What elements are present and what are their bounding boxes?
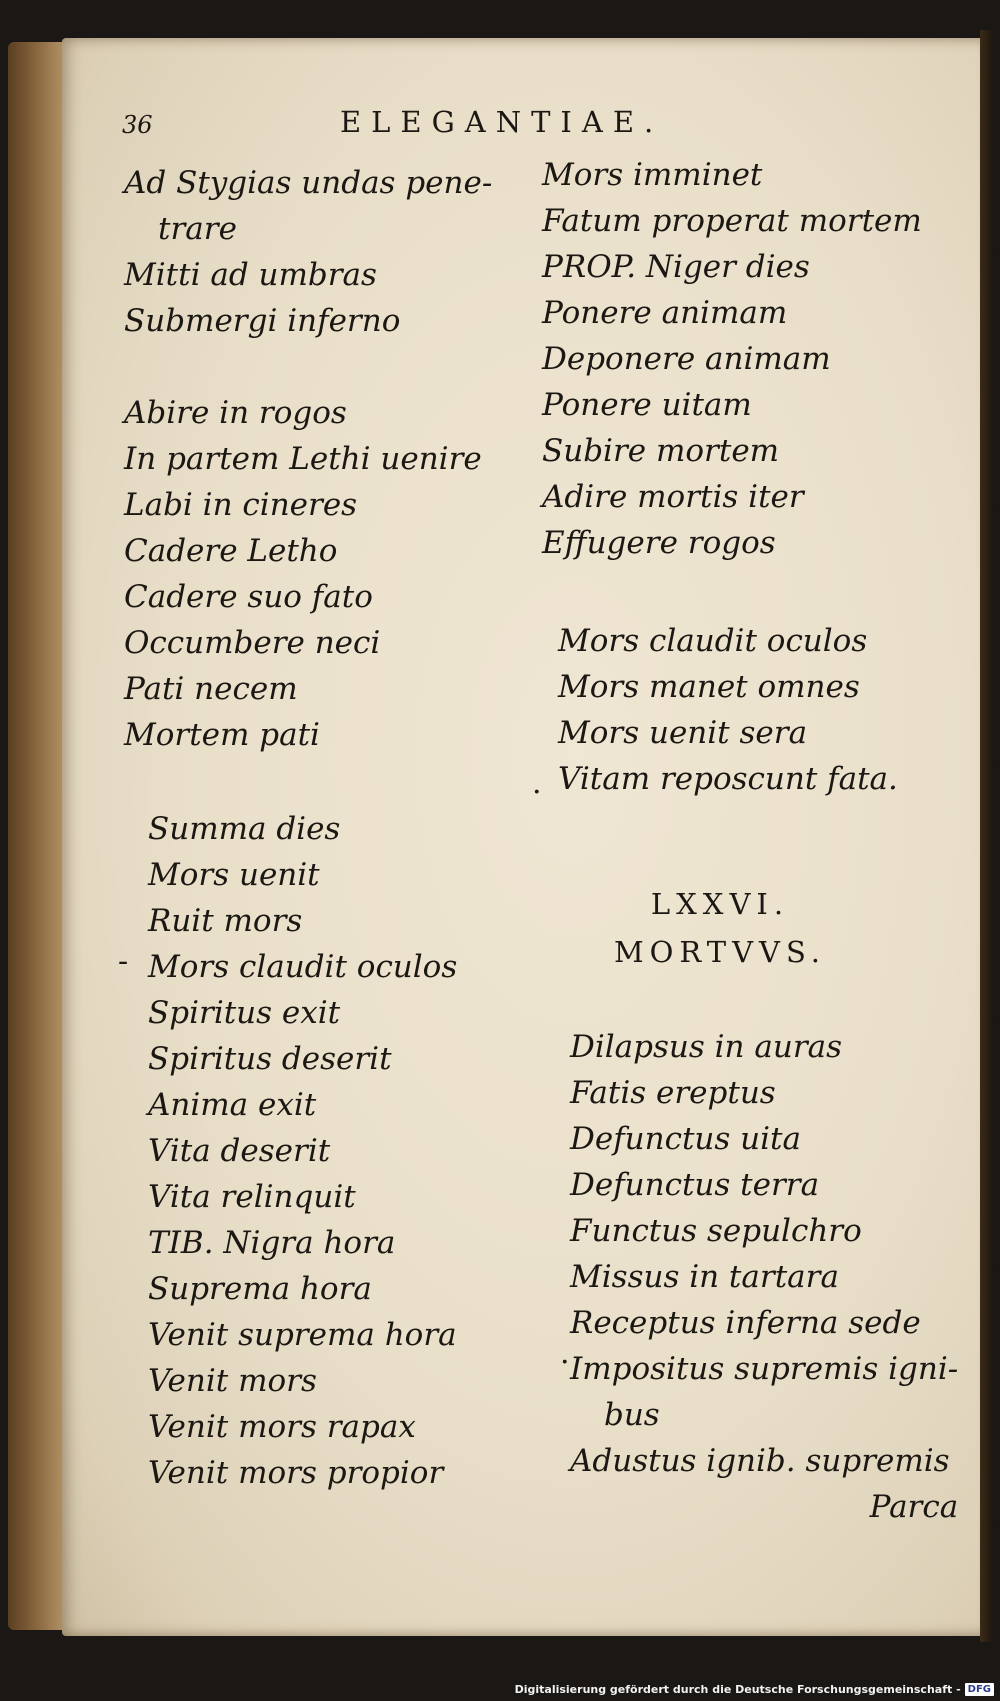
left-column-top xyxy=(124,160,492,758)
section-number: LXXVI. xyxy=(650,887,790,921)
text-line: Vita relinquit xyxy=(148,1179,356,1215)
text-line: Dilapsus in auras xyxy=(570,1029,843,1065)
text-line: Adire mortis iter xyxy=(542,479,804,515)
running-header: ELEGANTIAE. xyxy=(340,105,664,139)
margin-dash-mark: - xyxy=(118,944,129,979)
text-line: Labi in cineres xyxy=(124,487,358,523)
text-line: Mors uenit sera xyxy=(558,715,808,751)
text-line: Spiritus deserit xyxy=(148,1041,392,1077)
text-line: PROP. Niger dies xyxy=(542,249,810,285)
right-column-middle xyxy=(558,618,898,802)
blank-line xyxy=(124,344,492,390)
footer-credit: Digitalisierung gefördert durch die Deutsche Forschungsgemeinschaft - xyxy=(514,1682,961,1696)
text-line: Defunctus uita xyxy=(570,1121,801,1157)
text-line: TIB. Nigra hora xyxy=(148,1225,396,1261)
text-line: Fatum properat mortem xyxy=(542,203,922,239)
text-line: Vitam reposcunt fata. xyxy=(558,761,898,797)
text-line: Venit suprema hora xyxy=(148,1317,457,1353)
text-line: Venit mors xyxy=(148,1363,317,1399)
text-line: Impositus supremis igni- xyxy=(570,1351,959,1387)
text-line: Ruit mors xyxy=(148,903,303,939)
right-column-bottom xyxy=(570,1024,958,1530)
text-line: In partem Lethi uenire xyxy=(124,441,482,477)
text-line: Submergi inferno xyxy=(124,303,401,339)
text-line: Venit mors rapax xyxy=(148,1409,416,1445)
text-line: Mitti ad umbras xyxy=(124,257,377,293)
section-title: MORTVVS. xyxy=(613,935,827,969)
dfg-logo: DFG xyxy=(965,1683,994,1696)
page-edge xyxy=(980,30,994,1642)
text-line: Spiritus exit xyxy=(148,995,341,1031)
text-line: Mors claudit oculos xyxy=(558,623,868,659)
right-column-top xyxy=(542,152,922,566)
margin-dot-mark: · xyxy=(560,1345,570,1380)
text-line: Mors uenit xyxy=(148,857,320,893)
text-line: Occumbere neci xyxy=(124,625,381,661)
text-line: Deponere animam xyxy=(542,341,831,377)
margin-dot-mark: . xyxy=(532,766,542,801)
text-line: Functus sepulchro xyxy=(570,1213,862,1249)
page-number: 36 xyxy=(122,111,153,139)
text-line: bus xyxy=(604,1397,660,1433)
text-line: Receptus inferna sede xyxy=(570,1305,921,1341)
book-spine xyxy=(8,42,66,1630)
text-line: Mors imminet xyxy=(542,157,763,193)
text-line: Ad Stygias undas pene- xyxy=(124,165,493,201)
text-line: Cadere suo fato xyxy=(124,579,373,615)
left-column-bottom xyxy=(148,806,457,1496)
text-line: Mortem pati xyxy=(124,717,320,753)
text-line: Adustus ignib. supremis xyxy=(570,1443,950,1479)
text-line: Defunctus terra xyxy=(570,1167,820,1203)
text-line: Summa dies xyxy=(148,811,341,847)
text-line: Mors manet omnes xyxy=(558,669,860,705)
section-heading xyxy=(520,880,920,976)
text-line: Ponere uitam xyxy=(542,387,752,423)
catchword: Parca xyxy=(869,1489,959,1525)
text-line: Fatis ereptus xyxy=(570,1075,776,1111)
text-line: Anima exit xyxy=(148,1087,317,1123)
text-line: Missus in tartara xyxy=(570,1259,839,1295)
text-line: trare xyxy=(158,211,237,247)
digitization-footer xyxy=(515,1679,994,1699)
text-line: Pati necem xyxy=(124,671,298,707)
text-line: Mors claudit oculos xyxy=(148,949,458,985)
text-line: Ponere animam xyxy=(542,295,788,331)
text-line: Cadere Letho xyxy=(124,533,338,569)
text-line: Effugere rogos xyxy=(542,525,776,561)
text-line: Suprema hora xyxy=(148,1271,372,1307)
text-line: Vita deserit xyxy=(148,1133,331,1169)
text-line: Venit mors propior xyxy=(148,1455,444,1491)
text-line: Subire mortem xyxy=(542,433,780,469)
text-line: Abire in rogos xyxy=(124,395,347,431)
